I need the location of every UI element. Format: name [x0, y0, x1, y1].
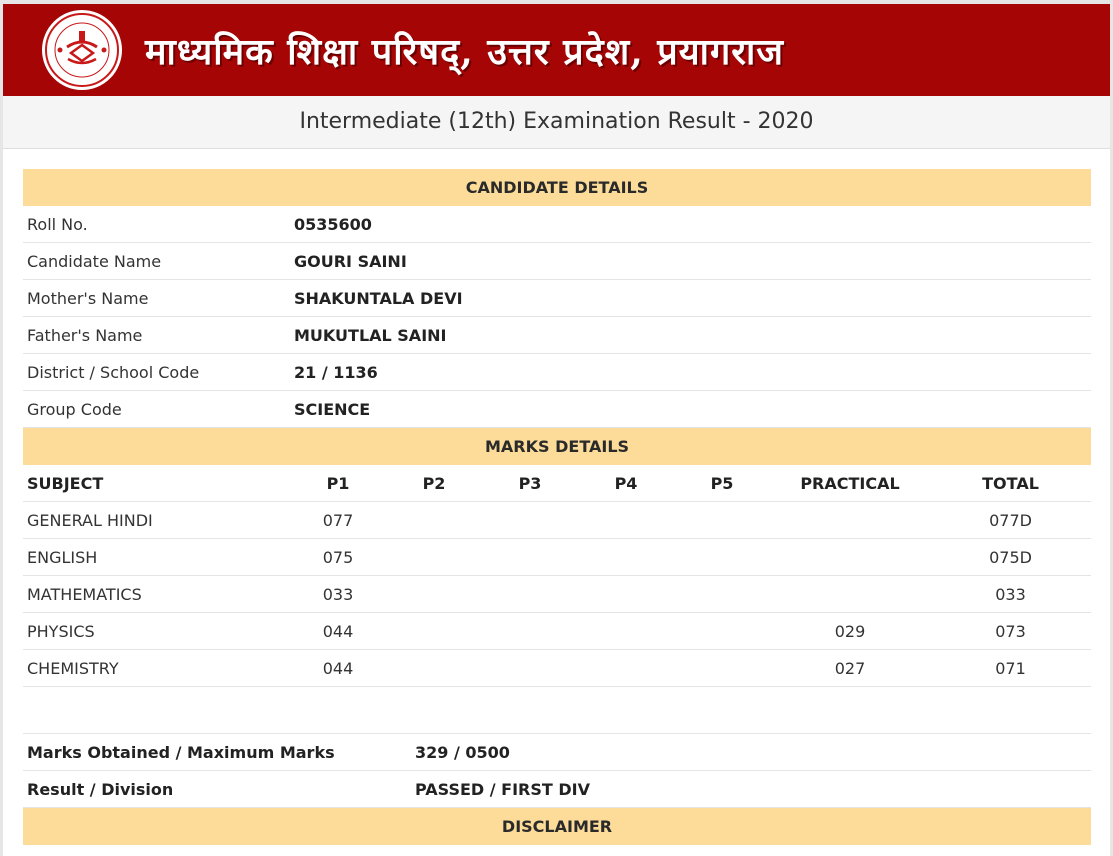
p3-mark — [482, 502, 578, 539]
p3-mark — [482, 613, 578, 650]
table-row — [23, 576, 1091, 613]
table-row — [23, 650, 1091, 687]
roll-no-label: Roll No. — [23, 206, 290, 243]
marks-obtained-label: Marks Obtained / Maximum Marks — [23, 734, 386, 771]
disclaimer-title: DISCLAIMER — [23, 808, 1091, 846]
disclaimer-header — [23, 808, 1091, 846]
p4-mark — [578, 539, 674, 576]
p5-mark — [674, 539, 770, 576]
p1-mark: 075 — [290, 539, 386, 576]
p5-mark — [674, 613, 770, 650]
p5-mark — [674, 650, 770, 687]
district-school-code-value: 21 / 1136 — [290, 354, 1091, 391]
candidate-details-title: CANDIDATE DETAILS — [23, 169, 1091, 206]
marks-column-headers — [23, 465, 1091, 502]
marks-details-header — [23, 428, 1091, 466]
p2-mark — [386, 650, 482, 687]
p1-column-header: P1 — [290, 465, 386, 502]
candidate-name-label: Candidate Name — [23, 243, 290, 280]
board-title: माध्यमिक शिक्षा परिषद्, उत्तर प्रदेश, प्रयागराज — [145, 30, 784, 73]
p2-mark — [386, 502, 482, 539]
marks-obtained-value: 329 / 0500 — [386, 734, 1091, 771]
candidate-row — [23, 243, 1091, 280]
total-mark: 077D — [930, 502, 1091, 539]
p4-mark — [578, 576, 674, 613]
candidate-row — [23, 354, 1091, 391]
summary-row — [23, 771, 1091, 808]
subject-name: GENERAL HINDI — [23, 502, 290, 539]
p3-column-header: P3 — [482, 465, 578, 502]
p4-column-header: P4 — [578, 465, 674, 502]
result-division-label: Result / Division — [23, 771, 386, 808]
subject-name: MATHEMATICS — [23, 576, 290, 613]
mother-name-value: SHAKUNTALA DEVI — [290, 280, 1091, 317]
p4-mark — [578, 502, 674, 539]
p2-column-header: P2 — [386, 465, 482, 502]
spacer-cell — [23, 687, 1091, 734]
practical-mark: 027 — [770, 650, 930, 687]
header-banner — [3, 4, 1110, 96]
p1-mark: 044 — [290, 650, 386, 687]
candidate-row — [23, 280, 1091, 317]
p1-mark: 033 — [290, 576, 386, 613]
roll-no-value: 0535600 — [290, 206, 1091, 243]
subject-name: PHYSICS — [23, 613, 290, 650]
total-mark: 071 — [930, 650, 1091, 687]
spacer-row — [23, 687, 1091, 734]
district-school-code-label: District / School Code — [23, 354, 290, 391]
father-name-label: Father's Name — [23, 317, 290, 354]
up-state-emblem-icon — [41, 9, 123, 91]
p3-mark — [482, 650, 578, 687]
p2-mark — [386, 576, 482, 613]
p4-mark — [578, 613, 674, 650]
table-row — [23, 613, 1091, 650]
practical-mark — [770, 502, 930, 539]
father-name-value: MUKUTLAL SAINI — [290, 317, 1091, 354]
candidate-row — [23, 206, 1091, 243]
candidate-row — [23, 391, 1091, 428]
practical-mark — [770, 576, 930, 613]
p4-mark — [578, 650, 674, 687]
total-mark: 075D — [930, 539, 1091, 576]
candidate-details-header — [23, 169, 1091, 206]
p5-column-header: P5 — [674, 465, 770, 502]
p2-mark — [386, 539, 482, 576]
mother-name-label: Mother's Name — [23, 280, 290, 317]
practical-column-header: PRACTICAL — [770, 465, 930, 502]
subject-name: ENGLISH — [23, 539, 290, 576]
p2-mark — [386, 613, 482, 650]
result-content — [23, 169, 1091, 845]
table-row — [23, 502, 1091, 539]
total-mark: 073 — [930, 613, 1091, 650]
practical-mark — [770, 539, 930, 576]
subject-name: CHEMISTRY — [23, 650, 290, 687]
p1-mark: 044 — [290, 613, 386, 650]
total-mark: 033 — [930, 576, 1091, 613]
candidate-name-value: GOURI SAINI — [290, 243, 1091, 280]
result-table — [23, 169, 1091, 845]
total-column-header: TOTAL — [930, 465, 1091, 502]
marks-details-title: MARKS DETAILS — [23, 428, 1091, 466]
subject-column-header: SUBJECT — [23, 465, 290, 502]
p1-mark: 077 — [290, 502, 386, 539]
exam-title: Intermediate (12th) Examination Result - 2020 — [3, 96, 1110, 149]
group-code-label: Group Code — [23, 391, 290, 428]
group-code-value: SCIENCE — [290, 391, 1091, 428]
p5-mark — [674, 576, 770, 613]
candidate-row — [23, 317, 1091, 354]
p3-mark — [482, 576, 578, 613]
practical-mark: 029 — [770, 613, 930, 650]
summary-row — [23, 734, 1091, 771]
result-division-value: PASSED / FIRST DIV — [386, 771, 1091, 808]
p3-mark — [482, 539, 578, 576]
table-row — [23, 539, 1091, 576]
p5-mark — [674, 502, 770, 539]
